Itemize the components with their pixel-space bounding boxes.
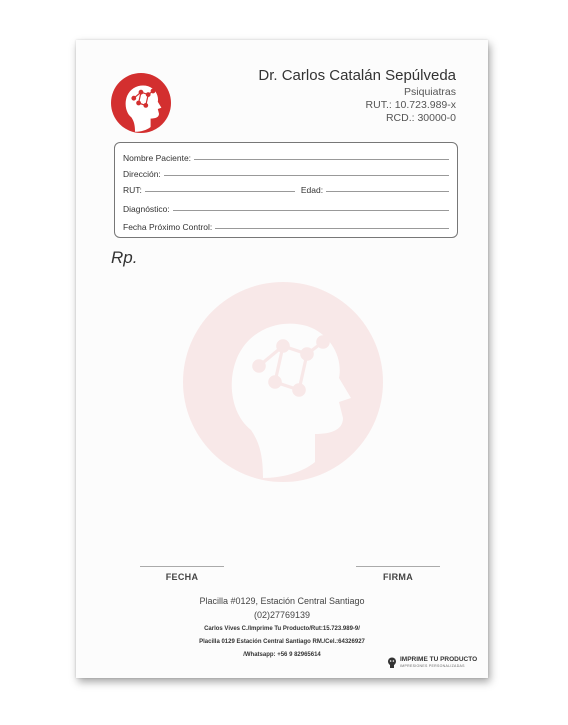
address-label: Dirección:	[123, 169, 161, 179]
footer-print-info-1: Carlos Vives C./Imprime Tu Producto/Rut:15.723.989-9/	[204, 626, 360, 632]
footer-print-info-3: /Whatsapp: +56 9 82965614	[243, 652, 321, 658]
doctor-name: Dr. Carlos Catalán Sepúlveda	[258, 67, 456, 84]
footer-phone: (02)27769139	[253, 610, 311, 620]
patient-name-label: Nombre Paciente:	[123, 153, 192, 163]
date-signature-line[interactable]	[140, 566, 224, 567]
doctor-rcd: RCD.: 30000-0	[385, 112, 456, 124]
head-network-logo-icon	[111, 73, 171, 133]
diagnosis-label: Diagnóstico:	[123, 204, 170, 214]
footer-address: Placilla #0129, Estación Central Santiago	[199, 596, 365, 606]
signature-line[interactable]	[356, 566, 440, 567]
prescription-sheet	[76, 40, 488, 678]
printer-brand	[387, 656, 477, 670]
patient-name-line[interactable]	[194, 159, 449, 160]
lightbulb-icon	[387, 657, 397, 669]
head-network-watermark-icon	[183, 282, 383, 482]
next-control-row[interactable]	[123, 218, 449, 232]
rut-age-row[interactable]	[123, 181, 449, 195]
next-control-label: Fecha Próximo Control:	[123, 222, 213, 232]
brand-name: IMPRIME TU PRODUCTO	[400, 656, 478, 663]
doctor-specialty: Psiquiatras	[404, 86, 456, 98]
rp-label: Rp.	[111, 248, 138, 267]
patient-form	[114, 142, 458, 238]
diagnosis-line[interactable]	[173, 210, 449, 211]
footer-print-info-2: Placilla 0129 Estación Central Santiago RM./Cel.:64326927	[199, 639, 365, 645]
address-line[interactable]	[164, 175, 449, 176]
diagnosis-row[interactable]	[123, 200, 449, 214]
next-control-line[interactable]	[215, 228, 449, 229]
rut-label: RUT:	[123, 185, 142, 195]
doctor-details	[366, 86, 456, 125]
patient-name-row[interactable]	[123, 149, 449, 163]
age-label: Edad:	[300, 185, 324, 195]
age-line[interactable]	[326, 191, 449, 192]
brand-tagline: IMPRESIONES PERSONALIZADAS	[400, 664, 465, 668]
date-label: FECHA	[165, 572, 199, 582]
signature-label: FIRMA	[383, 572, 413, 582]
doctor-rut: RUT.: 10.723.989-x	[365, 99, 456, 111]
address-row[interactable]	[123, 165, 449, 179]
rut-line[interactable]	[145, 191, 295, 192]
